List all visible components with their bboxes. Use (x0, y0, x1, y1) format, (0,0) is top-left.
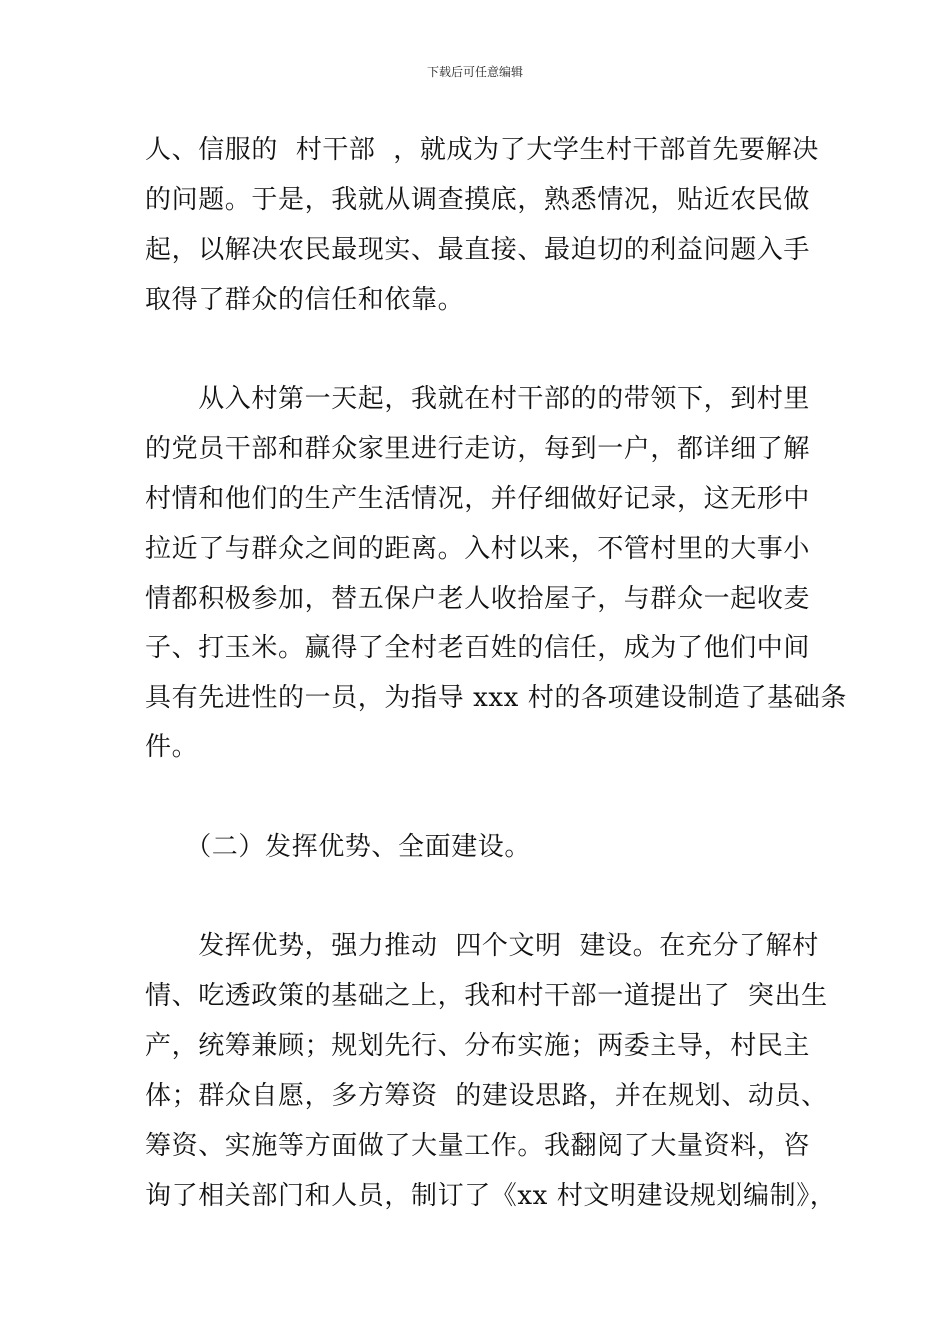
text-line: 起，以解决农民最现实、最直接、最迫切的利益问题入手 (145, 235, 811, 265)
text-line: 产，统筹兼顾；规划先行、分布实施；两委主导，村民主 (145, 1031, 811, 1061)
section-heading-text: （二）发挥优势、全面建设。 (145, 832, 532, 862)
text-line: 情都积极参加，替五保户老人收拾屋子，与群众一起收麦 (145, 584, 811, 614)
text-line: 询了相关部门和人员，制订了《xx 村文明建设规划编制》， (145, 1181, 837, 1211)
text-line: 从入村第一天起，我就在村干部的的带领下，到村里 (145, 384, 811, 414)
text-line: 人、信服的 村干部 ，就成为了大学生村干部首先要解决 (145, 135, 819, 165)
text-line: 件。 (145, 732, 199, 762)
text-line: 的党员干部和群众家里进行走访，每到一户，都详细了解 (145, 434, 811, 464)
text-line: 体；群众自愿，多方筹资 的建设思路，并在规划、动员、 (145, 1081, 828, 1111)
text-line: 具有先进性的一员，为指导 xxx 村的各项建设制造了基础条 (145, 683, 847, 713)
text-line: 筹资、实施等方面做了大量工作。我翻阅了大量资料，咨 (145, 1131, 811, 1161)
text-line: 村情和他们的生产生活情况，并仔细做好记录，这无形中 (145, 484, 811, 514)
text-line: 拉近了与群众之间的距离。入村以来，不管村里的大事小 (145, 534, 811, 564)
page-header: 下载后可任意编辑 (426, 65, 523, 79)
text-line: 情、吃透政策的基础之上，我和村干部一道提出了 突出生 (145, 981, 828, 1011)
text-line: 取得了群众的信任和依靠。 (145, 285, 465, 315)
text-line: 发挥优势，强力推动 四个文明 建设。在充分了解村 (145, 931, 819, 961)
text-line: 子、打玉米。赢得了全村老百姓的信任，成为了他们中间 (145, 633, 811, 663)
text-line: 的问题。于是，我就从调查摸底，熟悉情况，贴近农民做 (145, 185, 811, 215)
